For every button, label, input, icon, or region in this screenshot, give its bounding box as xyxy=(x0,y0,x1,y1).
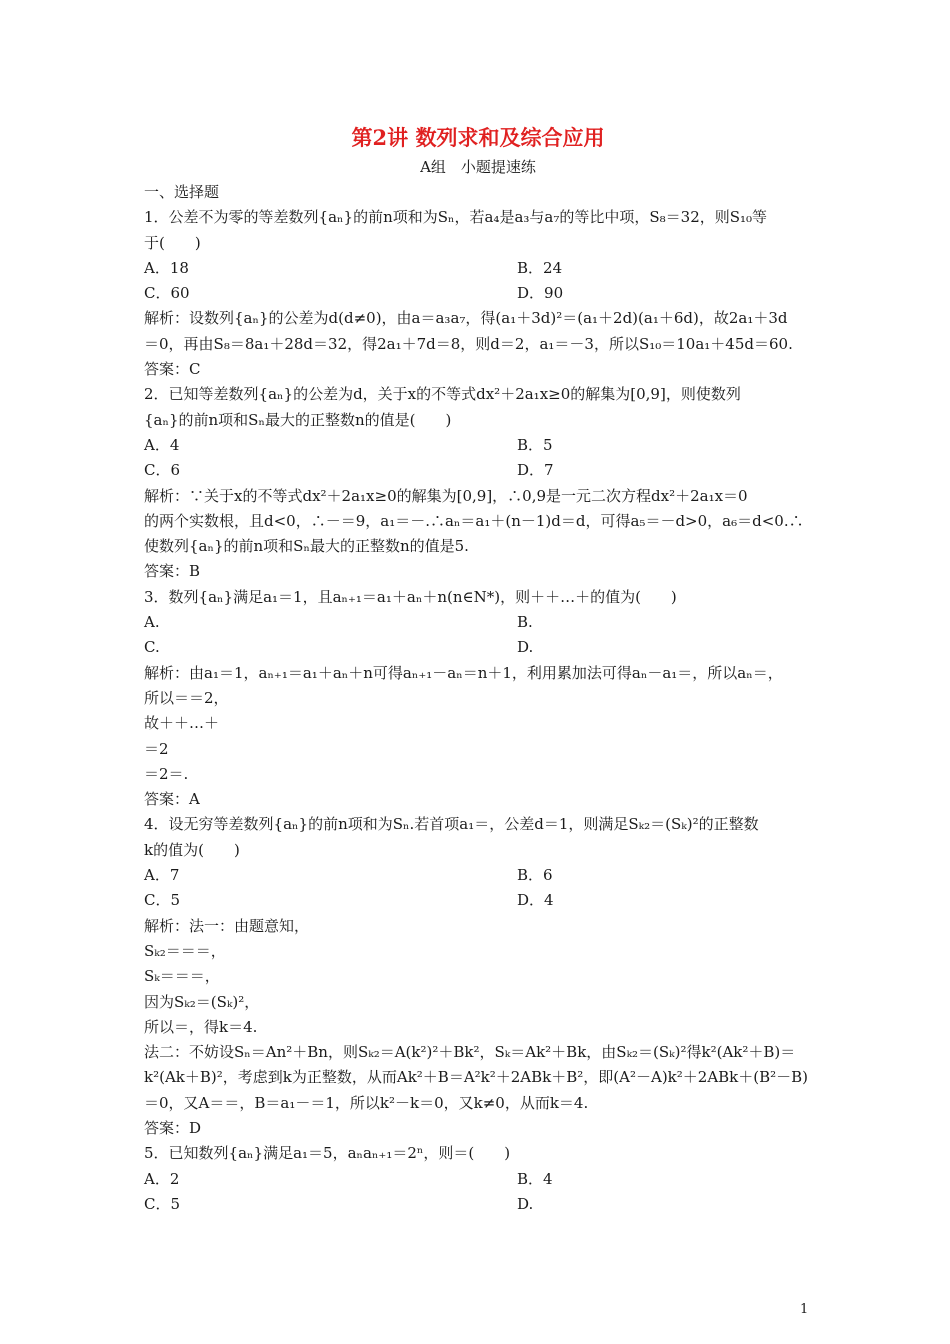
answer-line: 答案：A xyxy=(144,790,200,809)
options-row xyxy=(144,863,812,888)
question-2 xyxy=(144,382,812,584)
document-page xyxy=(144,120,812,1217)
question-4 xyxy=(144,812,812,1141)
option-d: D. xyxy=(517,1194,534,1213)
answer-line: 答案：C xyxy=(144,360,201,379)
option-b: B．5 xyxy=(517,435,553,454)
options-row xyxy=(144,1167,812,1192)
option-c: C．6 xyxy=(144,461,181,480)
option-c: C. xyxy=(144,638,160,657)
analysis-line: 法二：不妨设Sₙ＝An²＋Bn，则Sₖ₂＝A(k²)²＋Bk²，Sₖ＝Ak²＋Bk，由Sₖ₂＝(Sₖ)²得k²(Ak²＋B)＝ xyxy=(144,1043,796,1062)
analysis-line: k²(Ak＋B)²，考虑到k为正整数，从而Ak²＋B＝A²k²＋2ABk＋B²，即(A²－A)k²＋2ABk＋(B²－B) xyxy=(144,1068,809,1087)
option-b: B. xyxy=(517,613,533,632)
option-a: A．2 xyxy=(144,1169,180,1188)
analysis-line: 的两个实数根，且d<0，∴－＝9，a₁＝－.∴aₙ＝a₁＋(n－1)d＝d，可得a₅＝－d>0，a₆＝d<0.∴ xyxy=(144,511,804,530)
question-stem-line: {aₙ}的前n项和Sₙ最大的正整数n的值是( ) xyxy=(144,410,452,429)
question-stem-line: 5．已知数列{aₙ}满足a₁＝5，aₙaₙ₊₁＝2ⁿ，则＝( ) xyxy=(144,1144,511,1163)
option-b: B．4 xyxy=(517,1169,553,1188)
analysis-line: ＝2 xyxy=(144,739,169,758)
options-row xyxy=(144,433,812,458)
analysis-line: ＝0，再由S₈＝8a₁＋28d＝32，得2a₁＋7d＝8，则d＝2，a₁＝－3，所以S₁₀＝10a₁＋45d＝60. xyxy=(144,334,793,353)
analysis-line: Sₖ＝＝＝， xyxy=(144,967,220,986)
analysis-line: 所以＝＝2， xyxy=(144,688,229,707)
option-d: D．90 xyxy=(517,284,564,303)
option-a: A. xyxy=(144,613,160,632)
options-row xyxy=(144,888,812,913)
option-d: D．7 xyxy=(517,461,554,480)
option-b: B．24 xyxy=(517,258,563,277)
option-d: D．4 xyxy=(517,891,554,910)
options-row xyxy=(144,635,812,660)
options-row xyxy=(144,1192,812,1217)
question-1 xyxy=(144,205,812,382)
option-d: D. xyxy=(517,638,534,657)
page-number: 1 xyxy=(800,1302,809,1317)
document-title: 第2讲 数列求和及综合应用 xyxy=(351,125,605,150)
analysis-line: Sₖ₂＝＝＝， xyxy=(144,941,226,960)
question-stem-line: 1．公差不为零的等差数列{aₙ}的前n项和为Sₙ，若a₄是a₃与a₇的等比中项，S₈＝32，则S₁₀等 xyxy=(144,208,768,227)
options-row xyxy=(144,281,812,306)
question-5 xyxy=(144,1141,812,1217)
analysis-line: 解析：设数列{aₙ}的公差为d(d≠0)，由a＝a₃a₇，得(a₁＋3d)²＝(a₁＋2d)(a₁＋6d)，故2a₁＋3d xyxy=(144,309,788,328)
option-a: A．7 xyxy=(144,866,180,885)
analysis-line: 所以＝，得k＝4. xyxy=(144,1017,258,1036)
answer-line: 答案：B xyxy=(144,562,201,581)
question-stem-line: 3．数列{aₙ}满足a₁＝1，且aₙ₊₁＝a₁＋aₙ＋n(n∈N*)，则＋＋…＋的值为( ) xyxy=(144,587,677,606)
question-3 xyxy=(144,585,812,813)
options-row xyxy=(144,610,812,635)
analysis-line: ＝0，又A＝＝，B＝a₁－＝1，所以k²－k＝0，又k≠0，从而k＝4. xyxy=(144,1093,589,1112)
analysis-line: 使数列{aₙ}的前n项和Sₙ最大的正整数n的值是5. xyxy=(144,537,469,556)
analysis-line: 因为Sₖ₂＝(Sₖ)²， xyxy=(144,992,260,1011)
option-c: C．60 xyxy=(144,284,190,303)
analysis-line: 故＋＋…＋ xyxy=(144,714,220,733)
option-b: B．6 xyxy=(517,866,553,885)
analysis-line: ＝2＝. xyxy=(144,764,189,783)
option-a: A．18 xyxy=(144,258,189,277)
analysis-line: 解析：法一：由题意知， xyxy=(144,916,310,935)
analysis-line: 解析：由a₁＝1，aₙ₊₁＝a₁＋aₙ＋n可得aₙ₊₁－aₙ＝n＋1，利用累加法可得aₙ－a₁＝，所以aₙ＝， xyxy=(144,663,783,682)
question-stem-line: 4．设无穷等差数列{aₙ}的前n项和为Sₙ.若首项a₁＝，公差d＝1，则满足Sₖ₂＝(Sₖ)²的正整数 xyxy=(144,815,759,834)
option-a: A．4 xyxy=(144,435,180,454)
options-row xyxy=(144,458,812,483)
analysis-line: 解析：∵关于x的不等式dx²＋2a₁x≥0的解集为[0,9]，∴0,9是一元二次方程dx²＋2a₁x＝0 xyxy=(144,486,748,505)
options-row xyxy=(144,256,812,281)
question-stem-line: k的值为( ) xyxy=(144,840,240,859)
option-c: C．5 xyxy=(144,1194,181,1213)
document-subtitle: A组 小题提速练 xyxy=(420,158,536,176)
option-c: C．5 xyxy=(144,891,181,910)
answer-line: 答案：D xyxy=(144,1118,202,1137)
section-heading: 一、选择题 xyxy=(144,183,220,201)
question-stem-line: 于( ) xyxy=(144,233,201,252)
question-stem-line: 2．已知等差数列{aₙ}的公差为d，关于x的不等式dx²＋2a₁x≥0的解集为[0,9]，则使数列 xyxy=(144,385,741,404)
